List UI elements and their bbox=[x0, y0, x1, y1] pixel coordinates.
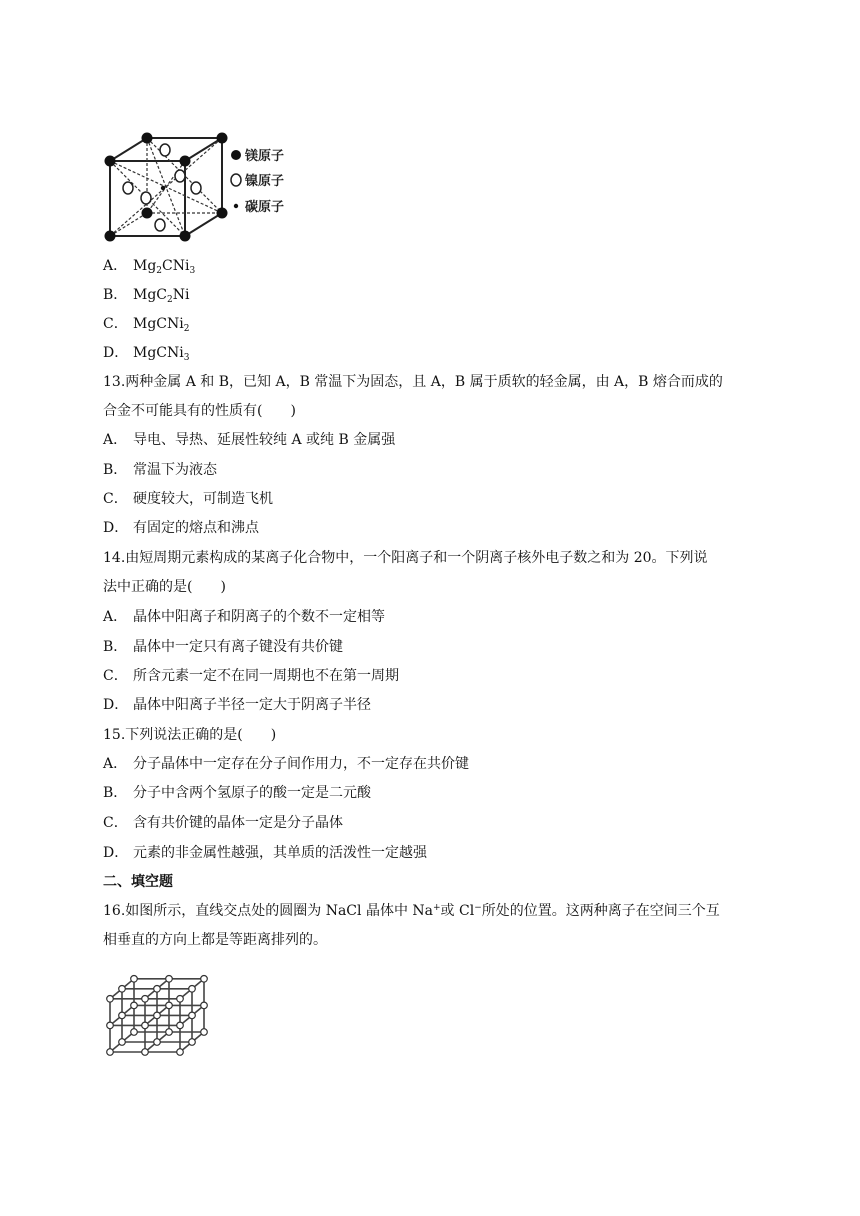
legend-mg: 镁原子 bbox=[245, 149, 285, 164]
q13-stem-line1: 13.两种金属 A 和 B，已知 A，B 常温下为固态，且 A，B 属于质软的轻金属，由 A，B 熔合而成的 bbox=[103, 374, 723, 390]
ion-site bbox=[166, 1029, 173, 1036]
crystal-structure-figure bbox=[100, 128, 300, 246]
option-letter: C． bbox=[103, 316, 128, 332]
q13-option-b: B． 常温下为液态 bbox=[103, 462, 217, 478]
option-letter: A． bbox=[103, 258, 128, 274]
q16-stem-line2: 相垂直的方向上都是等距离排列的。 bbox=[103, 932, 327, 948]
ion-site bbox=[131, 1002, 138, 1009]
ion-site bbox=[189, 1012, 196, 1019]
ion-site bbox=[142, 1022, 149, 1029]
q12-option-a: A． $Mg_2CNi_3$ bbox=[103, 258, 196, 276]
ion-site bbox=[154, 1039, 161, 1046]
q14-stem-line2: 法中正确的是( ) bbox=[103, 579, 226, 595]
q15-option-b: B． 分子中含两个氢原子的酸一定是二元酸 bbox=[103, 785, 371, 801]
q12-option-b: B． MgC$_2$Ni bbox=[103, 287, 190, 305]
legend-ni: 镍原子 bbox=[245, 174, 285, 189]
ion-site bbox=[154, 986, 161, 993]
ion-site bbox=[177, 1049, 184, 1056]
q15-option-d: D． 元素的非金属性越强，其单质的活泼性一定越强 bbox=[103, 845, 427, 861]
ion-site bbox=[119, 1012, 126, 1019]
ion-site bbox=[142, 996, 149, 1003]
ion-site bbox=[131, 976, 138, 983]
legend-c: 碳原子 bbox=[245, 200, 285, 215]
ion-site bbox=[107, 996, 114, 1003]
ion-site bbox=[131, 1029, 138, 1036]
q14-option-c: C． 所含元素一定不在同一周期也不在第一周期 bbox=[103, 668, 399, 684]
ion-site bbox=[177, 996, 184, 1003]
q13-option-d: D． 有固定的熔点和沸点 bbox=[103, 520, 259, 536]
legend bbox=[231, 148, 284, 215]
nacl-lattice-figure bbox=[102, 962, 210, 1060]
option-letter: D． bbox=[103, 345, 129, 361]
ion-site bbox=[107, 1022, 114, 1029]
option-letter: B． bbox=[103, 287, 128, 303]
ion-site bbox=[189, 986, 196, 993]
q14-stem-line1: 14.由短周期元素构成的某离子化合物中，一个阳离子和一个阴离子核外电子数之和为 20。下列说 bbox=[103, 550, 708, 566]
section-heading: 二、填空题 bbox=[103, 874, 173, 890]
ion-site bbox=[119, 986, 126, 993]
q14-option-b: B． 晶体中一定只有离子键没有共价键 bbox=[103, 639, 343, 655]
ion-site bbox=[201, 1002, 208, 1009]
q14-option-d: D． 晶体中阳离子半径一定大于阴离子半径 bbox=[103, 697, 371, 713]
ion-site bbox=[119, 1039, 126, 1046]
q12-option-d: D． MgCNi$_3$ bbox=[103, 345, 190, 363]
q15-stem: 15.下列说法正确的是( ) bbox=[103, 727, 277, 743]
q13-option-c: C． 硬度较大，可制造飞机 bbox=[103, 491, 273, 507]
q15-option-a: A． 分子晶体中一定存在分子间作用力，不一定存在共价键 bbox=[103, 756, 469, 772]
ion-site bbox=[177, 1022, 184, 1029]
q13-stem-line2: 合金不可能具有的性质有( ) bbox=[103, 403, 296, 419]
lattice-grid bbox=[107, 976, 208, 1056]
q13-option-a: A． 导电、导热、延展性较纯 A 或纯 B 金属强 bbox=[103, 432, 396, 448]
q16-stem-line1: 16.如图所示，直线交点处的圆圈为 NaCl 晶体中 Na+或 Cl−所处的位置。这两种离子在空间三个互 bbox=[103, 903, 720, 919]
q15-option-c: C． 含有共价键的晶体一定是分子晶体 bbox=[103, 815, 343, 831]
ion-site bbox=[166, 1002, 173, 1009]
q14-option-a: A． 晶体中阳离子和阴离子的个数不一定相等 bbox=[103, 609, 385, 625]
ion-site bbox=[154, 1012, 161, 1019]
q12-option-c: C． MgCNi$_2$ bbox=[103, 316, 190, 334]
ion-site bbox=[107, 1049, 114, 1056]
ion-site bbox=[142, 1049, 149, 1056]
c-atom bbox=[161, 186, 165, 190]
ion-site bbox=[201, 976, 208, 983]
ion-site bbox=[166, 976, 173, 983]
ion-site bbox=[189, 1039, 196, 1046]
ion-site bbox=[201, 1029, 208, 1036]
